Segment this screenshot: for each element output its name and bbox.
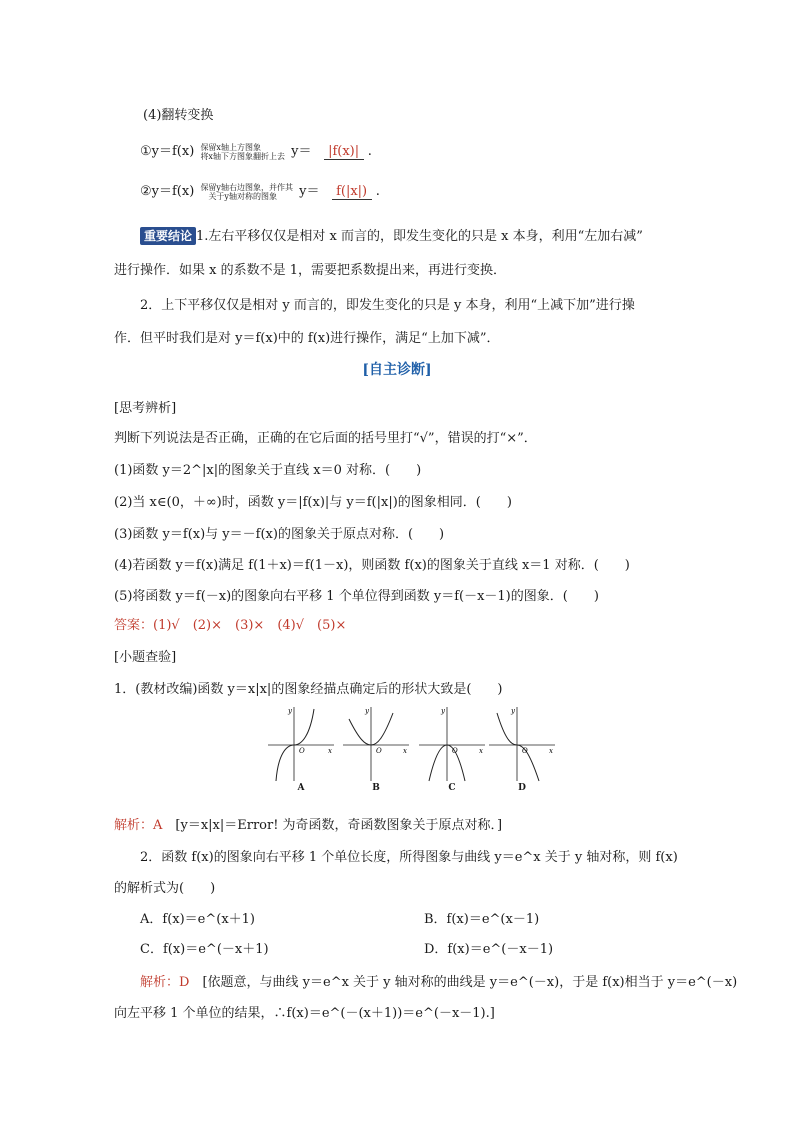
judge-item-1: (1)函数 y＝2^|x|的图象关于直线 x＝0 对称．( ) [114, 463, 422, 478]
quiz-q2a: 2．函数 f(x)的图象向右平移 1 个单位长度，所得图象与曲线 y＝e^x 关于 y 轴对称，则 f(x) [140, 850, 678, 865]
flip-rule-2: ②y＝f(x) 保留y轴右边图象，并作其 关于y轴对称的图象 y＝ f(|x|) . [140, 182, 380, 201]
think-label: [思考辨析] [114, 401, 177, 416]
answer-text: (1)√ (2)× (3)× (4)√ (5)× [153, 618, 347, 633]
judge-item-4: (4)若函数 y＝f(x)满足 f(1＋x)＝f(1－x)，则函数 f(x)的图象关于直线 x＝1 对称．( ) [114, 558, 630, 573]
graph-a-x: x [328, 747, 332, 755]
quiz-q1: 1．(教材改编)函数 y＝x|x|的图象经描点确定后的形状大致是( ) [114, 682, 503, 697]
instruction: 判断下列说法是否正确，正确的在它后面的括号里打“√”，错误的打“×”． [114, 431, 537, 446]
graph-b-y: y [365, 707, 369, 715]
graph-c-label: C [448, 783, 456, 793]
graph-c-y: y [441, 707, 445, 715]
quiz-q2b: 的解析式为( ) [114, 881, 216, 896]
judge-item-2: (2)当 x∈(0，＋∞)时，函数 y＝|f(x)|与 y＝f(|x|)的图象相同．( ) [114, 495, 512, 510]
q2-solution-label: 解析：D [140, 975, 190, 990]
option-b: B．f(x)＝e^(x－1) [424, 912, 540, 927]
graph-d-o: O [522, 747, 528, 755]
graph-a [266, 705, 336, 783]
q1-solution-label: 解析：A [114, 818, 163, 833]
graph-c-o: O [452, 747, 458, 755]
option-c: C．f(x)＝e^(－x＋1) [140, 942, 269, 957]
conclusion-p1b: 进行操作．如果 x 的系数不是 1，需要把系数提出来，再进行变换． [114, 263, 506, 278]
graph-b-label: B [372, 783, 380, 793]
graph-a-y: y [288, 707, 292, 715]
option-a: A．f(x)＝e^(x＋1) [140, 912, 256, 927]
conclusion-tag: 重要结论 [140, 227, 196, 245]
option-d: D．f(x)＝e^(－x－1) [424, 942, 554, 957]
conclusion-p1a: 重要结论 1.左右平移仅仅是相对 x 而言的，即发生变化的只是 x 本身，利用“左加右减” [140, 225, 643, 244]
q2-solution-b: 向左平移 1 个单位的结果，∴f(x)＝e^(－(x＋1))＝e^(－x－1).] [114, 1006, 495, 1021]
graph-d-x: x [549, 747, 553, 755]
judge-item-5: (5)将函数 y＝f(－x)的图象向右平移 1 个单位得到函数 y＝f(－x－1)的图象．( ) [114, 589, 599, 604]
conclusion-p2b: 作．但平时我们是对 y＝f(x)中的 f(x)进行操作，满足“上加下减”． [114, 331, 500, 346]
graph-d [487, 705, 557, 783]
q1-solution: 解析：A [y＝x|x|＝Error! 为奇函数，奇函数图象关于原点对称．] [114, 818, 503, 833]
rule2-arrow: 保留y轴右边图象，并作其 关于y轴对称的图象 [200, 182, 293, 201]
graph-b-x: x [403, 747, 407, 755]
rule2-y: y＝ [299, 184, 320, 199]
graph-d-y: y [511, 707, 515, 715]
graph-c-x: x [479, 747, 483, 755]
answer-label: 答案： [114, 618, 154, 633]
rule1-y: y＝ [291, 144, 312, 159]
conclusion-p2a: 2．上下平移仅仅是相对 y 而言的，即发生变化的只是 y 本身，利用“上减下加”进行操 [140, 298, 635, 313]
rule2-result: f(|x|) [332, 184, 372, 200]
q2-solution-a: 解析：D [依题意，与曲线 y＝e^x 关于 y 轴对称的曲线是 y＝e^(－x)，于是 f(x)相当于 y＝e^(－x) [140, 975, 738, 990]
graph-b-o: O [376, 747, 382, 755]
flip-rule-1: ①y＝f(x) 保留x轴上方图象 将x轴下方图象翻折上去 y＝ |f(x)| . [140, 142, 372, 161]
rule1-arrow: 保留x轴上方图象 将x轴下方图象翻折上去 [200, 142, 285, 161]
graph-b [341, 705, 411, 783]
rule1-result: |f(x)| [324, 144, 364, 160]
rule2-prefix: ②y＝f(x) [140, 184, 195, 199]
quiz-label: [小题查验] [114, 650, 177, 665]
graph-a-o: O [299, 747, 305, 755]
graph-d-label: D [518, 783, 526, 793]
rule1-prefix: ①y＝f(x) [140, 144, 195, 159]
judge-item-3: (3)函数 y＝f(x)与 y＝－f(x)的图象关于原点对称．( ) [114, 527, 445, 542]
graph-c [417, 705, 487, 783]
answer-row [114, 614, 346, 633]
graph-a-label: A [297, 783, 305, 793]
flip-heading: (4)翻转变换 [143, 108, 214, 123]
self-check-title: [自主诊断] [362, 362, 432, 378]
